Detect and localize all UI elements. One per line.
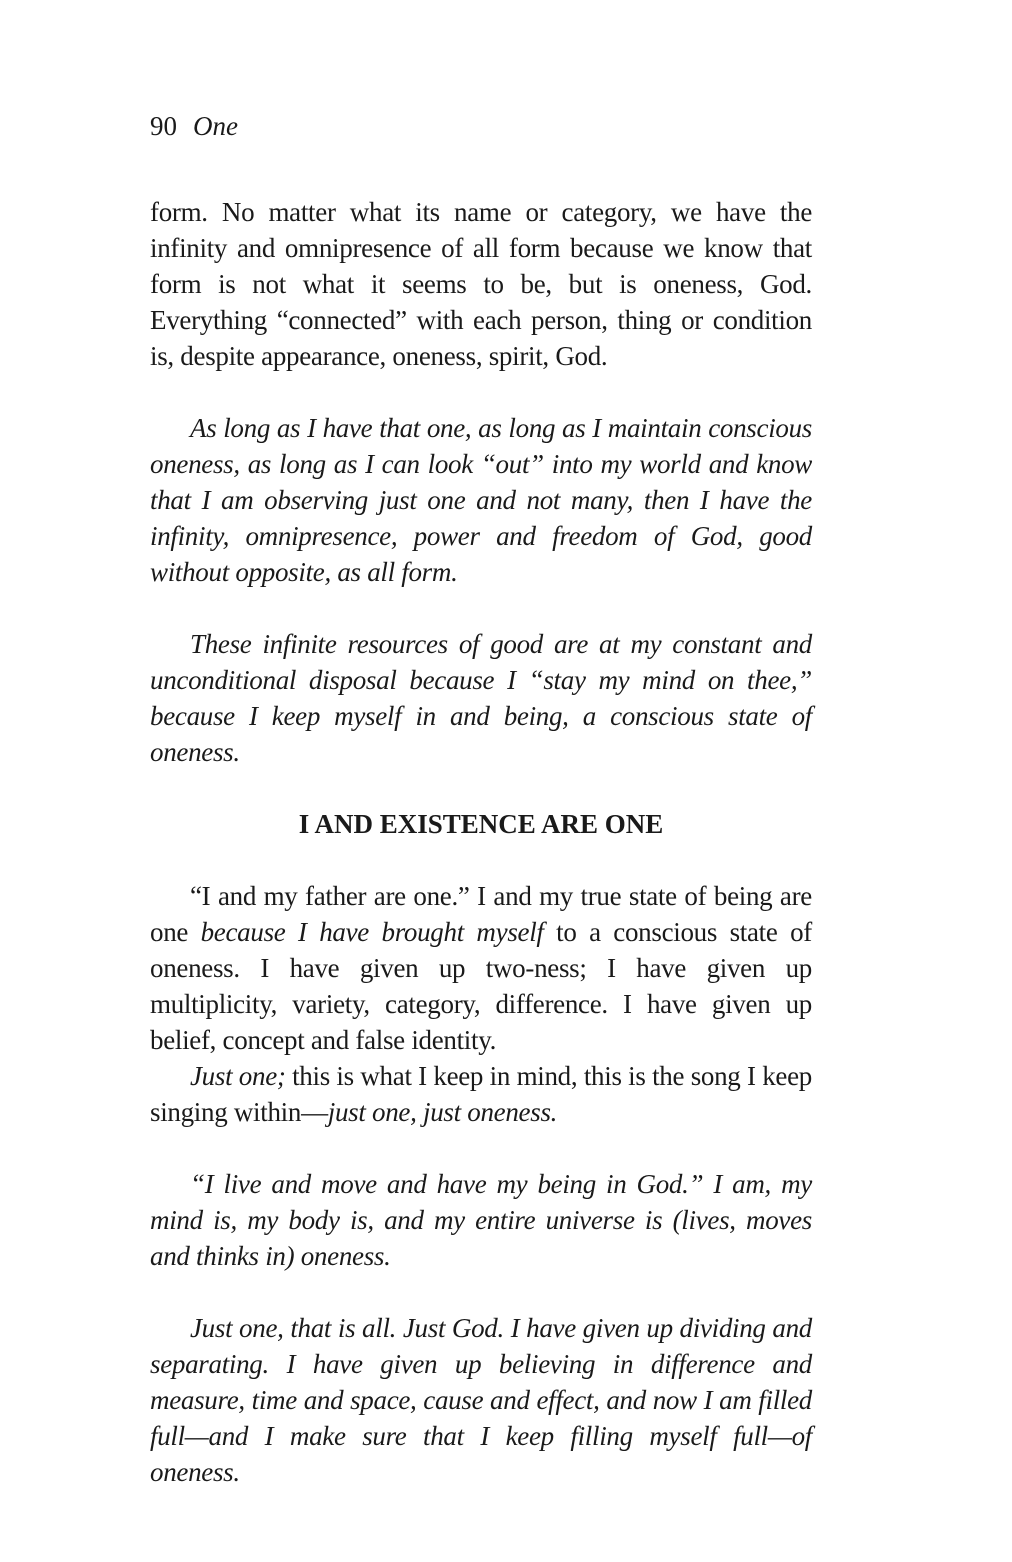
text-run: to a conscious state of oneness. I have given up two-ness; I have given up multiplicity, variety, category, difference. I have given up belief, concept and false identity. <box>150 917 812 1055</box>
text-run: “I and my father are one.” I and my true state of being are one <box>150 881 812 947</box>
emphasis-run: because I have brought myself <box>200 917 544 947</box>
meditation-paragraph-4: Just one, that is all. Just God. I have given up dividing and separating. I have given up believing in difference and measure, time and space, cause and effect, and now I am filled full—and I make sure that I keep filling myself full—of oneness. <box>150 1313 812 1487</box>
emphasis-run: just one, just oneness. <box>327 1097 558 1127</box>
book-page <box>150 108 812 1490</box>
paragraph-gap <box>150 1130 812 1166</box>
meditation-paragraph-1: As long as I have that one, as long as I maintain conscious oneness, as long as I can look “out” into my world and know that I am observing just one and not many, then I have the infinity, omnipresence, power and freedom of God, good without opposite, as all form. <box>150 413 812 587</box>
body-paragraph-3 <box>150 1058 812 1130</box>
running-title: One <box>193 111 238 141</box>
body-paragraph-1: form. No matter what its name or category, we have the infinity and omnipresence of all form because we know that form is not what it seems to be, but is oneness, God. Everything “connected” with each person, thing or condition is, despite appearance, oneness, spirit, God. <box>150 197 812 371</box>
body-paragraph-2 <box>150 878 812 1058</box>
paragraph-gap <box>150 770 812 806</box>
meditation-paragraph-3: “I live and move and have my being in God.” I am, my mind is, my body is, and my entire universe is (lives, moves and thinks in) oneness. <box>150 1169 812 1271</box>
page-number: 90 <box>150 111 177 141</box>
paragraph-gap <box>150 590 812 626</box>
section-heading: I AND EXISTENCE ARE ONE <box>298 809 664 839</box>
running-head <box>150 108 812 144</box>
text-run: this is what I keep in mind, this is the song I keep singing within— <box>150 1061 812 1127</box>
meditation-paragraph-2: These infinite resources of good are at my constant and unconditional disposal because I “stay my mind on thee,” because I keep myself in and being, a conscious state of oneness. <box>150 629 812 767</box>
emphasis-run: Just one; <box>190 1061 286 1091</box>
paragraph-gap <box>150 842 812 878</box>
paragraph-gap <box>150 374 812 410</box>
paragraph-gap <box>150 1274 812 1310</box>
